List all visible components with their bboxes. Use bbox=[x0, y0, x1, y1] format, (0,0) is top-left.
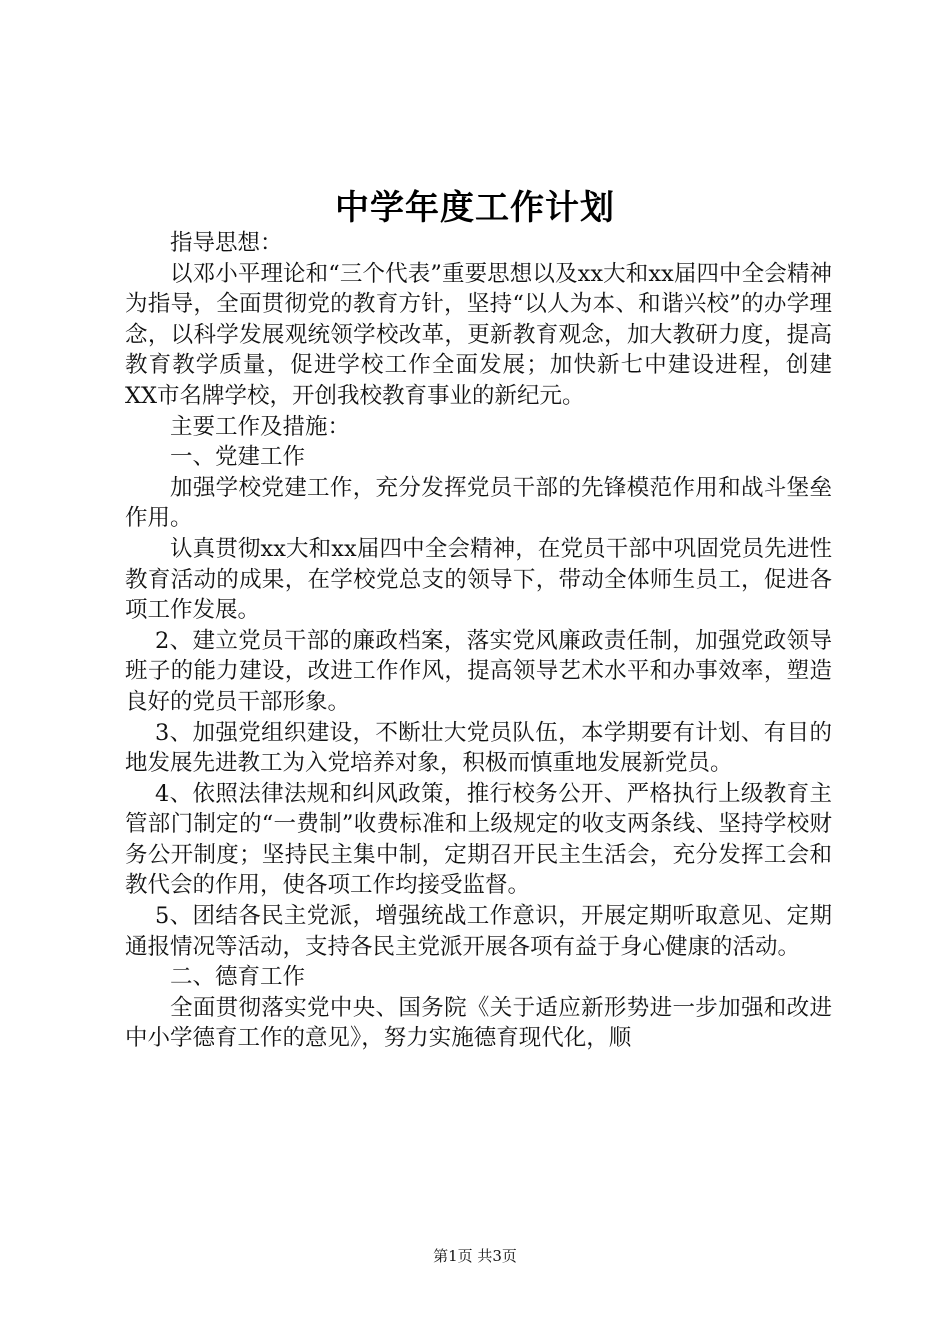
paragraph-party-building-item-5: 5、团结各民主党派，增强统战工作意识，开展定期听取意见、定期通报情况等活动，支持各民主党派开展各项有益于身心健康的活动。 bbox=[125, 903, 832, 960]
document-title: 中学年度工作计划 bbox=[335, 188, 615, 228]
paragraph-party-building-item-2: 2、建立党员干部的廉政档案，落实党风廉政责任制，加强党政领导班子的能力建设，改进工作作风，提高领导艺术水平和办事效率，塑造良好的党员干部形象。 bbox=[125, 627, 832, 715]
paragraph-party-building-item-4: 4、依照法律法规和纠风政策，推行校务公开、严格执行上级教育主管部门制定的“一费制”收费标准和上级规定的收支两条线、坚持学校财务公开制度；坚持民主集中制，定期召开民主生活会，充分发挥工会和教代会的作用，使各项工作均接受监督。 bbox=[125, 780, 832, 899]
page-number-footer: 第1页 共3页 bbox=[433, 1247, 517, 1265]
paragraph-party-building-intro: 加强学校党建工作，充分发挥党员干部的先锋模范作用和战斗堡垒作用。 bbox=[125, 474, 832, 532]
paragraph-party-building-item-3: 3、加强党组织建设，不断壮大党员队伍，本学期要有计划、有目的地发展先进教工为入党培养对象，积极而慎重地发展新党员。 bbox=[125, 719, 832, 777]
paragraph-moral-education-heading: 二、德育工作 bbox=[170, 964, 306, 991]
paragraph-party-building-heading: 一、党建工作 bbox=[170, 444, 306, 471]
paragraph-party-building-item-1: 认真贯彻xx大和xx届四中全会精神，在党员干部中巩固党员先进性教育活动的成果，在学校党总支的领导下，带动全体师生员工，促进各项工作发展。 bbox=[125, 535, 832, 624]
paragraph-guiding-thought: 以邓小平理论和“三个代表”重要思想以及xx大和xx届四中全会精神为指导，全面贯彻党的教育方针，坚持“以人为本、和谐兴校”的办学理念，以科学发展观统领学校改革，更新教育观念，加大教研力度，提高教育教学质量，促进学校工作全面发展；加快新七中建设进程，创建XX市名牌学校，开创我校教育事业的新纪元。 bbox=[125, 260, 832, 409]
paragraph-main-work-heading: 主要工作及措施： bbox=[170, 413, 351, 440]
paragraph-moral-education-body: 全面贯彻落实党中央、国务院《关于适应新形势进一步加强和改进中小学德育工作的意见》，努力实施德育现代化，顺 bbox=[125, 994, 832, 1052]
document-body bbox=[125, 228, 832, 1054]
paragraph-guiding-thought-heading: 指导思想： bbox=[170, 230, 283, 256]
